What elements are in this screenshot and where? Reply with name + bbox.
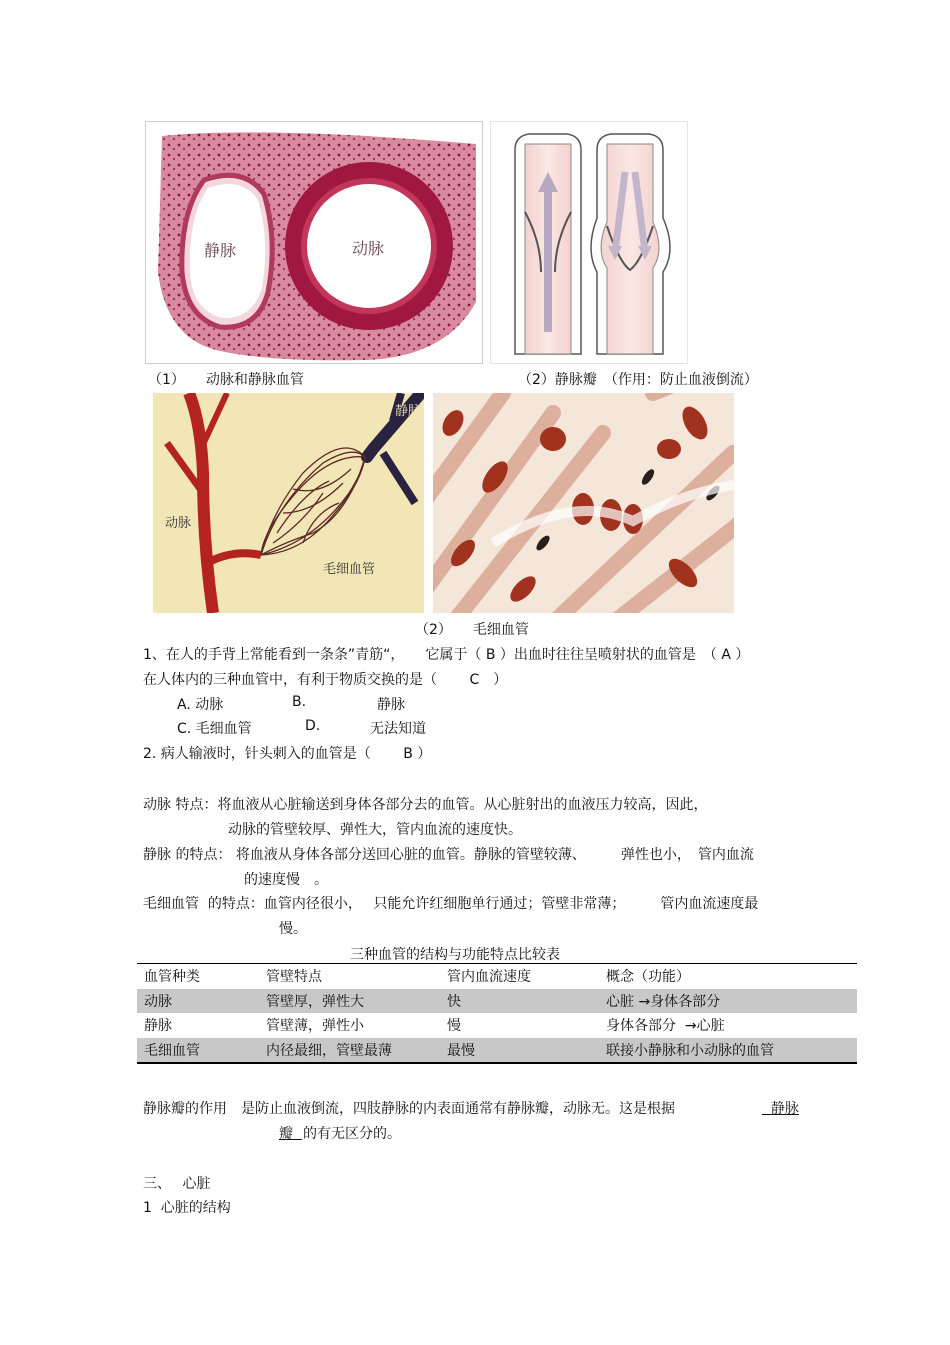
table-header-cell: 管壁特点 — [266, 969, 322, 986]
table-row — [137, 989, 857, 1014]
table-cell: 动脉 — [137, 989, 259, 1014]
fig1-caption: （1） 动脉和静脉血管 — [148, 372, 304, 388]
artery-trait-line-2: 动脉的管壁较厚、弹性大，管内血流的速度快。 — [228, 822, 522, 838]
fig3-artery-label: 动脉 — [165, 516, 192, 531]
artery-trait-line-1: 动脉 特点：将血液从心脏输送到身体各部分去的血管。从心脏射出的血液压力较高，因此， — [143, 797, 708, 813]
table-row — [137, 1013, 857, 1038]
section-3-heading: 三、 心脏 — [143, 1176, 211, 1192]
valve-blank-2: 瓣 — [279, 1126, 302, 1142]
vein-trait-line-2: 的速度慢 。 — [244, 872, 328, 888]
fig3-vein-label: 静脉 — [395, 404, 422, 419]
table-cell: 身体各部分 →心脏 — [606, 1018, 725, 1035]
option-c: C. 毛细血管 — [177, 721, 252, 737]
artery-vein-figure — [145, 121, 483, 364]
vessel-comparison-table — [137, 963, 857, 1064]
vein-trait-line-1: 静脉 的特点： 将血液从身体各部分送回心脏的血管。静脉的管壁较薄、 弹性也小， 管内血流 — [143, 847, 754, 863]
table-cell: 慢 — [447, 1018, 461, 1035]
valve-text-line-1: 静脉瓣的作用 是防止血液倒流，四肢静脉的内表面通常有静脉瓣，动脉无。这是根据 — [143, 1101, 675, 1117]
question-1-line-2: 在人体内的三种血管中，有利于物质交换的是（ C ） — [143, 672, 508, 688]
table-header-cell: 概念（功能） — [606, 969, 690, 986]
venous-valve-figure — [490, 121, 688, 364]
fig4-caption: （2） 毛细血管 — [415, 622, 529, 638]
capillary-micrograph — [433, 393, 734, 613]
table-header-cell: 管内血流速度 — [447, 969, 531, 986]
option-b: B. — [292, 694, 307, 710]
valve-text-line-2: 的有无区分的。 — [303, 1126, 401, 1142]
fig1-artery-label: 动脉 — [352, 239, 385, 258]
capillary-trait-line-2: 慢。 — [279, 921, 307, 937]
fig3-capillary-label: 毛细血管 — [323, 562, 376, 577]
table-title: 三种血管的结构与功能特点比较表 — [350, 947, 560, 963]
question-2: 2. 病人输液时，针头刺入的血管是（ B ） — [143, 746, 432, 762]
capillary-network-figure — [153, 393, 424, 613]
fig1-vein-label: 静脉 — [204, 241, 237, 260]
table-cell: 静脉 — [144, 1018, 172, 1035]
option-d-text: 无法知道 — [370, 721, 426, 737]
option-d: D. — [305, 718, 321, 734]
table-cell: 管壁厚，弹性大 — [259, 989, 440, 1014]
valve-blank-1: 静脉 — [762, 1101, 799, 1117]
table-cell: 内径最细，管壁最薄 — [259, 1038, 440, 1064]
table-cell: 联接小静脉和小动脉的血管 — [599, 1038, 857, 1064]
table-header-cell: 血管种类 — [144, 969, 200, 986]
question-1-line-1: 1、在人的手背上常能看到一条条”青筋“， 它属于（ B ）出血时往往呈喷射状的血管是 （ A ） — [143, 647, 750, 663]
capillary-trait-line-1: 毛细血管 的特点：血管内径很小， 只能允许红细胞单行通过；管壁非常薄； 管内血流速度最 — [143, 896, 759, 912]
table-row — [137, 1038, 857, 1064]
section-3-subheading: 1 心脏的结构 — [143, 1200, 231, 1216]
option-b-text: 静脉 — [377, 697, 405, 713]
fig2-caption: （2）静脉瓣 （作用：防止血液倒流） — [518, 372, 758, 388]
table-cell: 心脏 →身体各部分 — [599, 989, 857, 1014]
option-a: A. 动脉 — [177, 697, 224, 713]
table-cell: 毛细血管 — [137, 1038, 259, 1064]
table-cell: 最慢 — [440, 1038, 599, 1064]
table-cell: 管壁薄，弹性小 — [266, 1018, 364, 1035]
table-header-row — [137, 964, 857, 989]
table-cell: 快 — [440, 989, 599, 1014]
